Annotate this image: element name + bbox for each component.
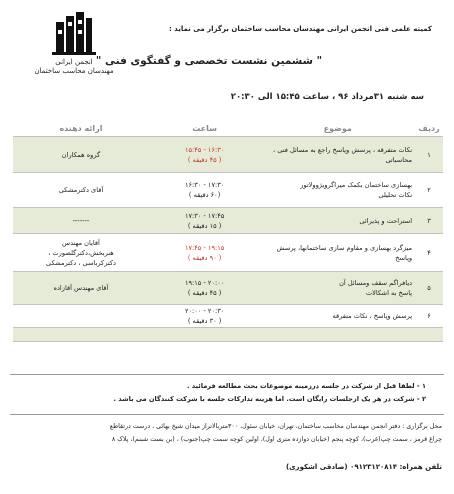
topic-cell: میزگرد بهسازی و مقاوم سازی ساختمانها، پرسش وپاسخ [260,234,415,272]
row-number: ۳ [415,208,443,234]
time-cell: ۱۷:۴۵ - ۱۷:۳۰ ( ۱۵ دقیقه ) [149,208,260,234]
row-number: ۵ [415,272,443,305]
table-header-row [13,120,443,137]
table-row [13,328,443,342]
schedule-body [13,137,443,342]
logo-caption-line: انجمن ایرانی [55,58,93,66]
event-title: " ششمین نشست تخصصی و گفتگوی فنی " [95,55,323,67]
contact-phone: تلفن همراه: ۰۹۱۲۳۱۲۰۸۱۴ (صادقی اشکوری) [285,463,442,471]
speaker-cell: آقای مهندس آقازاده [13,272,149,305]
time-cell: ۱۹:۱۵ - ۱۷:۴۵ ( ۹۰ دقیقه ) [149,234,260,272]
table-row [13,234,443,272]
time-cell: ۲۰:۳۰ - ۲۰:۰۰ ( ۳۰ دقیقه ) [149,305,260,328]
header-time: ساعت [192,123,218,133]
row-number [415,328,443,342]
table-row [13,173,443,208]
divider [10,414,444,415]
topic-cell: دیافراگم سقف ومسائل آن پاسخ به اشکالات [260,272,415,305]
address-line: محل برگزاری : دفتر انجمن مهندسان محاسب ساختمان، تهران، خیابان سئول، ۳۰۰متربالاتراز میدان شیخ بهائی ، درست درتقاطع [109,423,442,430]
divider [10,374,444,375]
speaker-cell: آقای دکترمشکی [13,173,149,208]
speaker-cell: آقایان مهندس هنربخش،دکترگلصورت ، دکترکرباسی ، دکترمشکی [13,234,149,272]
topic-cell: پرسش وپاسخ ، نکات متفرقه [260,305,415,328]
row-number: ۱ [415,137,443,173]
venue-address [12,420,442,446]
speaker-cell: گروه همکاران [13,137,149,173]
speaker-cell [13,328,149,342]
note-item: ۱ - لطفا قبل از شرکت در جلسه درزمینه موضوعات بحث مطالعه فرمائید . [186,382,426,390]
schedule-table [13,120,443,342]
topic-cell: بهسازی ساختمان بکمک میراگرویژوولاتور نکات تحلیلی [260,173,415,208]
time-cell [149,328,260,342]
header-speaker: ارائه دهنده [59,123,103,133]
topic-cell: استراحت و پذیرائی [260,208,415,234]
row-number: ۴ [415,234,443,272]
table-row [13,137,443,173]
topic-cell [260,328,415,342]
speaker-cell [13,305,149,328]
logo-caption-line: مهندسان محاسب ساختمان [34,67,114,75]
invitation-line: کمیته علمی فنی انجمن ایرانی مهندسان محاسب ساختمان برگزار می نماید : [168,25,432,33]
header-row-number: ردیف [418,123,440,133]
time-cell: ۱۷:۳۰ - ۱۶:۳۰ (۶۰ دقیقه ) [149,173,260,208]
row-number: ۲ [415,173,443,208]
notes [26,380,426,406]
note-item: ۲ - شرکت در هر یک ازجلسات رایگان است. اما هزینه تدارکات جلسه با شرکت کنندگان می باشد . [113,395,426,403]
table-row [13,208,443,234]
table-row [13,305,443,328]
row-number: ۶ [415,305,443,328]
topic-cell: نکات متفرقه ، پرسش وپاسخ راجع به مسائل فنی ، محاسباتی [260,137,415,173]
time-cell: ۲۰:۰۰ - ۱۹:۱۵ ( ۴۵ دقیقه ) [149,272,260,305]
table-row [13,272,443,305]
header-topic: موضوع [323,123,352,133]
address-line: چراغ قرمز ، سمت چپ(غرب)، کوچه پنجم (خیابان دوازده متری اول)، اولین کوچه سمت چپ(جنوب) ، (بن بست شبنم)، پلاک ۸ [111,436,442,443]
speaker-cell: ------- [13,208,149,234]
time-cell: ۱۶:۳۰ - ۱۵:۴۵ ( ۴۵ دقیقه ) [149,137,260,173]
event-datetime: سه شنبه ۳۱مرداد ۹۶ ، ساعت ۱۵:۴۵ الی ۲۰:۳۰ [230,92,424,102]
